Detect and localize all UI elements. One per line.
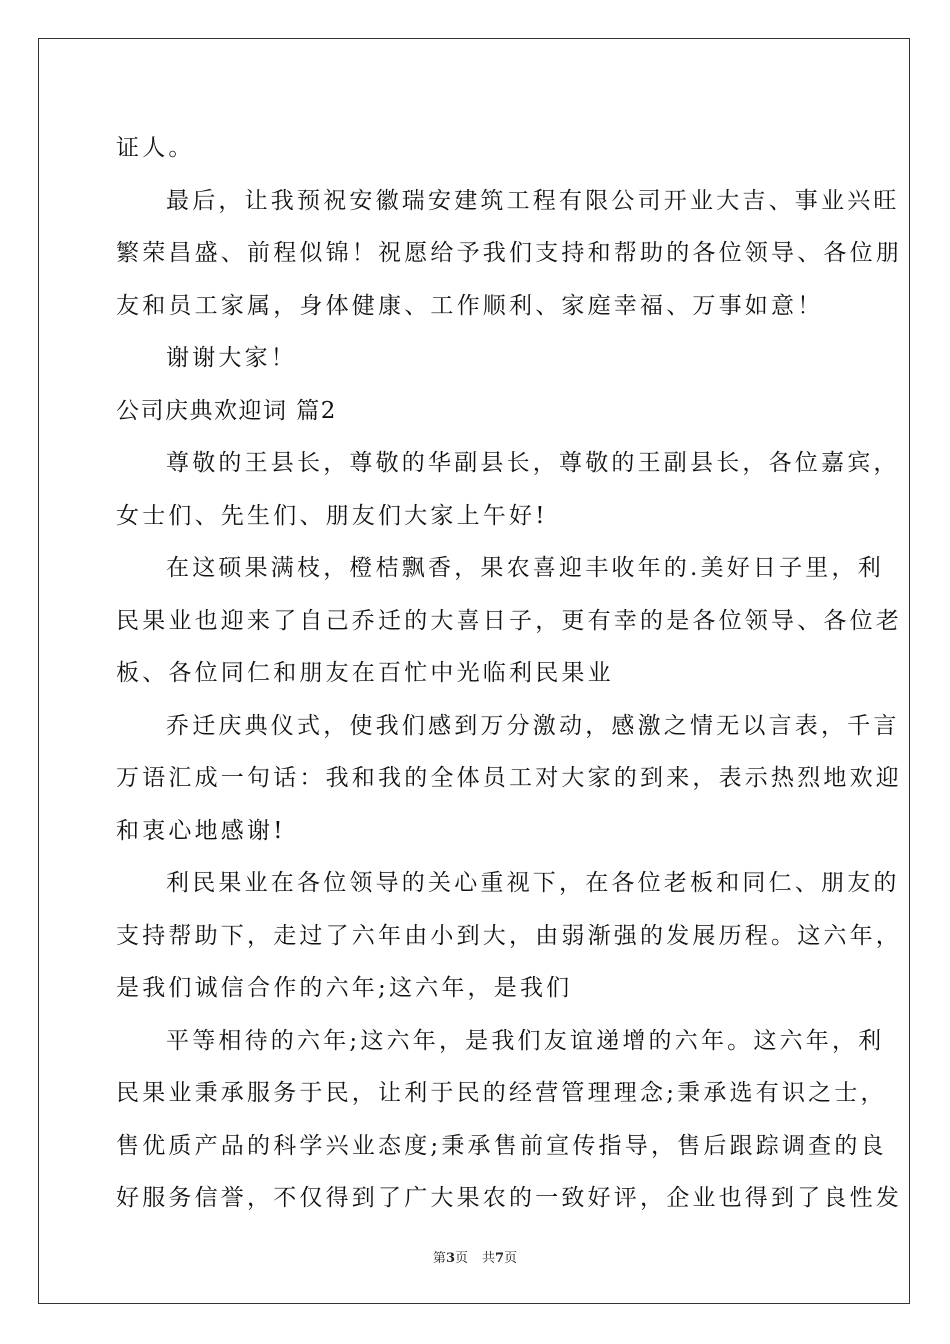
text-line-16: 支持帮助下，走过了六年由小到大，由弱渐强的发展历程。这六年， — [116, 922, 902, 949]
text-line-12: 乔迁庆典仪式，使我们感到万分激动，感激之情无以言表，千言 — [166, 712, 900, 739]
page-total: 7 — [495, 1251, 505, 1266]
text-line-8: 女士们、先生们、朋友们大家上午好! — [116, 502, 548, 529]
page-footer — [0, 1247, 950, 1266]
text-line-7: 尊敬的王县长，尊敬的华副县长，尊敬的王副县长，各位嘉宾， — [166, 450, 900, 476]
document-body — [116, 128, 902, 1231]
text-line-14: 和衷心地感谢! — [116, 817, 286, 844]
text-line-19: 民果业秉承服务于民，让利于民的经营管理理念;秉承选有识之士， — [116, 1080, 887, 1106]
text-line-15: 利民果业在各位领导的关心重视下，在各位老板和同仁、朋友的 — [166, 870, 900, 896]
text-line-9: 在这硕果满枝，橙桔飘香，果农喜迎丰收年的.美好日子里，利 — [166, 555, 884, 581]
text-line-20: 售优质产品的科学兴业态度;秉承售前宣传指导，售后跟踪调查的良 — [116, 1132, 887, 1159]
text-line-1: 证人。 — [116, 135, 195, 161]
total-unit: 页 — [504, 1251, 518, 1266]
text-line-21: 好服务信誉，不仅得到了广大果农的一致好评，企业也得到了良性发 — [116, 1185, 902, 1211]
text-line-18: 平等相待的六年;这六年，是我们友谊递增的六年。这六年，利 — [166, 1027, 885, 1054]
text-line-3: 繁荣昌盛、前程似锦！祝愿给予我们支持和帮助的各位领导、各位朋 — [116, 240, 902, 266]
text-line-13: 万语汇成一句话：我和我的全体员工对大家的到来，表示热烈地欢迎 — [116, 765, 902, 791]
page-current: 3 — [445, 1251, 455, 1266]
page-prefix: 第 — [432, 1251, 446, 1266]
text-line-4: 友和员工家属，身体健康、工作顺利、家庭幸福、万事如意！ — [116, 292, 824, 319]
text-line-11: 板、各位同仁和朋友在百忙中光临利民果业 — [116, 660, 614, 686]
text-line-2: 最后，让我预祝安徽瑞安建筑工程有限公司开业大吉、事业兴旺 — [166, 187, 900, 214]
text-line-5: 谢谢大家！ — [166, 345, 297, 371]
section-heading: 公司庆典欢迎词 篇2 — [116, 397, 337, 424]
text-line-10: 民果业也迎来了自己乔迁的大喜日子，更有幸的是各位领导、各位老 — [116, 607, 902, 634]
text-line-17: 是我们诚信合作的六年;这六年，是我们 — [116, 975, 573, 1001]
total-prefix: 共 — [482, 1251, 496, 1266]
page-unit: 页 — [454, 1251, 468, 1266]
